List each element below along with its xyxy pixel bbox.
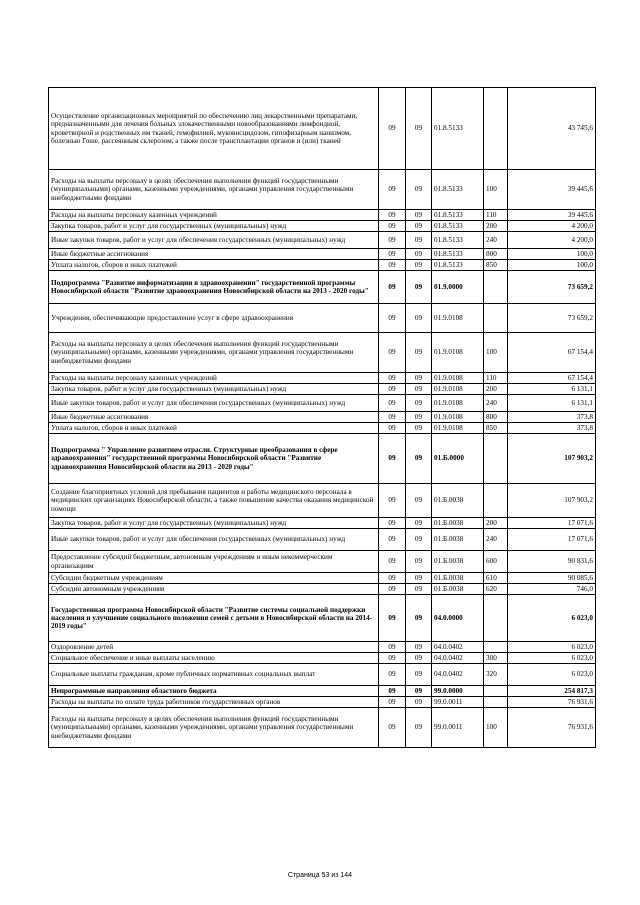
name-cell: Иные закупки товаров, работ и услуг для обеспечения государственных (муниципальных) нужд — [49, 395, 379, 412]
name-cell: Иные закупки товаров, работ и услуг для обеспечения государственных (муниципальных) нужд — [49, 232, 379, 249]
subsection-cell: 09 — [406, 653, 432, 664]
expense-type-cell: 110 — [484, 210, 508, 221]
name-cell: Закупка товаров, работ и услуг для государственных (муниципальных) нужд — [49, 518, 379, 529]
expense-type-cell: 320 — [484, 664, 508, 686]
expense-type-cell — [484, 686, 508, 697]
expense-type-cell: 800 — [484, 249, 508, 260]
target-item-cell: 01.9.0108 — [432, 333, 484, 373]
section-cell: 09 — [379, 232, 406, 249]
expense-type-cell: 240 — [484, 395, 508, 412]
subsection-cell: 09 — [406, 384, 432, 395]
target-item-cell: 01.Б.0038 — [432, 551, 484, 573]
amount-cell: 107 903,2 — [508, 434, 596, 484]
section-cell: 09 — [379, 333, 406, 373]
amount-cell: 6 131,1 — [508, 384, 596, 395]
table-row — [49, 304, 596, 333]
name-cell: Осуществление организационных мероприятий по обеспечению лиц лекарственными препаратами, предназначенными для лечения больных злокачественными новообразованиями лимфоидной, кроветворной и родственных им тканей, гемофилией, муковисцидозом, гипофизарным нанизмом, болезнью Гоше, рассеянным склерозом, а также после трансплантации органов и (или) тканей — [49, 88, 379, 170]
section-cell: 09 — [379, 88, 406, 170]
table-row — [49, 653, 596, 664]
name-cell: Социальное обеспечение и иные выплаты населению — [49, 653, 379, 664]
section-cell: 09 — [379, 423, 406, 434]
target-item-cell: 01.9.0000 — [432, 271, 484, 304]
amount-cell: 39 445,6 — [508, 210, 596, 221]
amount-cell: 6 023,0 — [508, 653, 596, 664]
amount-cell: 100,0 — [508, 260, 596, 271]
subsection-cell: 09 — [406, 518, 432, 529]
name-cell: Закупка товаров, работ и услуг для государственных (муниципальных) нужд — [49, 384, 379, 395]
table-row — [49, 412, 596, 423]
section-cell: 09 — [379, 271, 406, 304]
expense-type-cell — [484, 271, 508, 304]
target-item-cell: 04.0.0402 — [432, 664, 484, 686]
target-item-cell: 01.8.5133 — [432, 232, 484, 249]
subsection-cell: 09 — [406, 484, 432, 518]
name-cell: Подпрограмма " Управление развитием отрасли. Структурные преобразования в сфере здравоохранения" государственной программы Новосибирской области "Развитие здравоохранения Новосибирской области на 2013 - 2020 годы" — [49, 434, 379, 484]
name-cell: Расходы на выплаты по оплате труда работников государственных органов — [49, 697, 379, 708]
subsection-cell: 09 — [406, 697, 432, 708]
name-cell: Закупка товаров, работ и услуг для государственных (муниципальных) нужд — [49, 221, 379, 232]
amount-cell: 107 903,2 — [508, 484, 596, 518]
table-row — [49, 529, 596, 551]
amount-cell: 67 154,4 — [508, 333, 596, 373]
target-item-cell: 01.Б.0038 — [432, 529, 484, 551]
target-item-cell: 01.8.5133 — [432, 88, 484, 170]
subsection-cell: 09 — [406, 304, 432, 333]
target-item-cell: 01.Б.0038 — [432, 484, 484, 518]
name-cell: Расходы на выплаты персоналу в целях обеспечения выполнения функций государственными (муниципальными) органами, казенными учреждениями, органами управления государственными внебюджетными фондами — [49, 170, 379, 210]
subsection-cell: 09 — [406, 423, 432, 434]
subsection-cell: 09 — [406, 271, 432, 304]
section-cell: 09 — [379, 384, 406, 395]
name-cell: Подпрограмма "Развитие информатизации в здравоохранении" государственной программы Новосибирской области "Развитие здравоохранения Новосибирской области на 2013 - 2020 годы" — [49, 271, 379, 304]
target-item-cell: 01.8.5133 — [432, 210, 484, 221]
subsection-cell: 09 — [406, 373, 432, 384]
table-row — [49, 88, 596, 170]
expense-type-cell: 100 — [484, 333, 508, 373]
target-item-cell: 04.0.0402 — [432, 642, 484, 653]
amount-cell: 90 085,6 — [508, 573, 596, 584]
name-cell: Иные закупки товаров, работ и услуг для обеспечения государственных (муниципальных) нужд — [49, 529, 379, 551]
expense-type-cell: 620 — [484, 584, 508, 595]
name-cell: Расходы на выплаты персоналу в целях обеспечения выполнения функций государственными (муниципальными) органами, казенными учреждениями, органами управления государственными внебюджетными фондами — [49, 708, 379, 748]
budget-table-body — [49, 88, 596, 748]
subsection-cell: 09 — [406, 529, 432, 551]
expense-type-cell — [484, 484, 508, 518]
name-cell: Социальные выплаты гражданам, кроме публичных нормативных социальных выплат — [49, 664, 379, 686]
table-row — [49, 664, 596, 686]
amount-cell: 6 131,1 — [508, 395, 596, 412]
expense-type-cell: 850 — [484, 260, 508, 271]
name-cell: Уплата налогов, сборов и иных платежей — [49, 260, 379, 271]
amount-cell: 6 023,0 — [508, 595, 596, 642]
section-cell: 09 — [379, 210, 406, 221]
section-cell: 09 — [379, 595, 406, 642]
target-item-cell: 04.0.0402 — [432, 653, 484, 664]
page-number: Страница 53 из 144 — [287, 872, 353, 879]
subsection-cell: 09 — [406, 333, 432, 373]
table-row — [49, 584, 596, 595]
section-cell: 09 — [379, 686, 406, 697]
expense-type-cell: 200 — [484, 221, 508, 232]
table-row — [49, 210, 596, 221]
amount-cell: 90 831,6 — [508, 551, 596, 573]
table-row — [49, 551, 596, 573]
target-item-cell: 01.9.0108 — [432, 373, 484, 384]
target-item-cell: 01.8.5133 — [432, 170, 484, 210]
name-cell: Учреждения, обеспечивающие предоставление услуг в сфере здравоохранения — [49, 304, 379, 333]
expense-type-cell: 300 — [484, 653, 508, 664]
section-cell: 09 — [379, 529, 406, 551]
table-row — [49, 333, 596, 373]
section-cell: 09 — [379, 484, 406, 518]
table-row — [49, 232, 596, 249]
subsection-cell: 09 — [406, 664, 432, 686]
name-cell: Иные бюджетные ассигнования — [49, 249, 379, 260]
name-cell: Уплата налогов, сборов и иных платежей — [49, 423, 379, 434]
amount-cell: 17 071,6 — [508, 529, 596, 551]
subsection-cell: 09 — [406, 708, 432, 748]
table-row — [49, 484, 596, 518]
section-cell: 09 — [379, 395, 406, 412]
table-row — [49, 642, 596, 653]
section-cell: 09 — [379, 584, 406, 595]
name-cell: Создание благоприятных условий для пребывания пациентов и работы медицинского персонала в медицинских организациях Новосибирской области, а также повышение качества оказания медицинской помощи — [49, 484, 379, 518]
section-cell: 09 — [379, 170, 406, 210]
expense-type-cell: 850 — [484, 423, 508, 434]
amount-cell: 43 745,6 — [508, 88, 596, 170]
amount-cell: 373,8 — [508, 412, 596, 423]
expense-type-cell: 110 — [484, 373, 508, 384]
expense-type-cell — [484, 595, 508, 642]
amount-cell: 17 071,6 — [508, 518, 596, 529]
name-cell: Расходы на выплаты персоналу в целях обеспечения выполнения функций государственными (муниципальными) органами, казенными учреждениями, органами управления государственными внебюджетными фондами — [49, 333, 379, 373]
subsection-cell: 09 — [406, 249, 432, 260]
expense-type-cell: 240 — [484, 232, 508, 249]
target-item-cell: 01.Б.0038 — [432, 573, 484, 584]
table-row — [49, 595, 596, 642]
target-item-cell: 01.Б.0038 — [432, 518, 484, 529]
amount-cell: 373,8 — [508, 423, 596, 434]
expense-type-cell — [484, 88, 508, 170]
amount-cell: 4 200,0 — [508, 221, 596, 232]
subsection-cell: 09 — [406, 170, 432, 210]
table-row — [49, 221, 596, 232]
table-row — [49, 708, 596, 748]
subsection-cell: 09 — [406, 232, 432, 249]
target-item-cell: 01.9.0108 — [432, 384, 484, 395]
target-item-cell: 01.8.5133 — [432, 260, 484, 271]
target-item-cell: 99.0.0011 — [432, 708, 484, 748]
table-row — [49, 271, 596, 304]
section-cell: 09 — [379, 260, 406, 271]
target-item-cell: 99.0.0011 — [432, 697, 484, 708]
subsection-cell: 09 — [406, 412, 432, 423]
name-cell: Расходы на выплаты персоналу казенных учреждений — [49, 210, 379, 221]
target-item-cell: 01.9.0108 — [432, 395, 484, 412]
expense-type-cell: 200 — [484, 384, 508, 395]
target-item-cell: 01.Б.0000 — [432, 434, 484, 484]
section-cell: 09 — [379, 573, 406, 584]
section-cell: 09 — [379, 434, 406, 484]
subsection-cell: 09 — [406, 584, 432, 595]
target-item-cell: 01.9.0108 — [432, 412, 484, 423]
amount-cell: 67 154,4 — [508, 373, 596, 384]
table-row — [49, 260, 596, 271]
section-cell: 09 — [379, 551, 406, 573]
name-cell: Предоставление субсидий бюджетным, автономным учреждениям и иным некоммерческим организациям — [49, 551, 379, 573]
subsection-cell: 09 — [406, 686, 432, 697]
expense-type-cell: 600 — [484, 551, 508, 573]
amount-cell: 254 817,3 — [508, 686, 596, 697]
table-row — [49, 395, 596, 412]
table-row — [49, 170, 596, 210]
expense-type-cell — [484, 304, 508, 333]
section-cell: 09 — [379, 304, 406, 333]
expense-type-cell: 240 — [484, 529, 508, 551]
section-cell: 09 — [379, 373, 406, 384]
section-cell: 09 — [379, 518, 406, 529]
target-item-cell: 01.Б.0038 — [432, 584, 484, 595]
subsection-cell: 09 — [406, 88, 432, 170]
subsection-cell: 09 — [406, 210, 432, 221]
amount-cell: 73 659,2 — [508, 271, 596, 304]
table-row — [49, 434, 596, 484]
amount-cell: 746,0 — [508, 584, 596, 595]
subsection-cell: 09 — [406, 551, 432, 573]
section-cell: 09 — [379, 697, 406, 708]
subsection-cell: 09 — [406, 434, 432, 484]
subsection-cell: 09 — [406, 221, 432, 232]
target-item-cell: 01.8.5133 — [432, 249, 484, 260]
expense-type-cell: 100 — [484, 170, 508, 210]
table-row — [49, 249, 596, 260]
section-cell: 09 — [379, 642, 406, 653]
expense-type-cell: 610 — [484, 573, 508, 584]
table-row — [49, 373, 596, 384]
amount-cell: 76 931,6 — [508, 708, 596, 748]
table-row — [49, 697, 596, 708]
amount-cell: 6 023,0 — [508, 642, 596, 653]
subsection-cell: 09 — [406, 595, 432, 642]
target-item-cell: 01.9.0108 — [432, 423, 484, 434]
section-cell: 09 — [379, 221, 406, 232]
expense-type-cell — [484, 697, 508, 708]
table-row — [49, 573, 596, 584]
table-row — [49, 686, 596, 697]
name-cell: Непрограммные направления областного бюджета — [49, 686, 379, 697]
name-cell: Иные бюджетные ассигнования — [49, 412, 379, 423]
amount-cell: 76 931,6 — [508, 697, 596, 708]
section-cell: 09 — [379, 249, 406, 260]
amount-cell: 4 200,0 — [508, 232, 596, 249]
expense-type-cell: 800 — [484, 412, 508, 423]
target-item-cell: 04.0.0000 — [432, 595, 484, 642]
name-cell: Государственная программа Новосибирской области "Развитие системы социальной поддержки населения и улучшение социального положения семей с детьми в Новосибирской области на 2014-2019 годы" — [49, 595, 379, 642]
expense-type-cell — [484, 434, 508, 484]
target-item-cell: 99.0.0000 — [432, 686, 484, 697]
amount-cell: 6 023,0 — [508, 664, 596, 686]
subsection-cell: 09 — [406, 573, 432, 584]
name-cell: Субсидии автономным учреждениям — [49, 584, 379, 595]
section-cell: 09 — [379, 653, 406, 664]
table-row — [49, 423, 596, 434]
amount-cell: 39 445,6 — [508, 170, 596, 210]
section-cell: 09 — [379, 664, 406, 686]
name-cell: Расходы на выплаты персоналу казенных учреждений — [49, 373, 379, 384]
expense-type-cell — [484, 642, 508, 653]
subsection-cell: 09 — [406, 642, 432, 653]
target-item-cell: 01.8.5133 — [432, 221, 484, 232]
subsection-cell: 09 — [406, 260, 432, 271]
section-cell: 09 — [379, 412, 406, 423]
amount-cell: 100,0 — [508, 249, 596, 260]
table-row — [49, 384, 596, 395]
expense-type-cell: 100 — [484, 708, 508, 748]
expense-type-cell: 200 — [484, 518, 508, 529]
amount-cell: 73 659,2 — [508, 304, 596, 333]
subsection-cell: 09 — [406, 395, 432, 412]
name-cell: Оздоровление детей — [49, 642, 379, 653]
budget-table — [48, 87, 596, 748]
name-cell: Субсидии бюджетным учреждениям — [49, 573, 379, 584]
table-row — [49, 518, 596, 529]
target-item-cell: 01.9.0108 — [432, 304, 484, 333]
section-cell: 09 — [379, 708, 406, 748]
